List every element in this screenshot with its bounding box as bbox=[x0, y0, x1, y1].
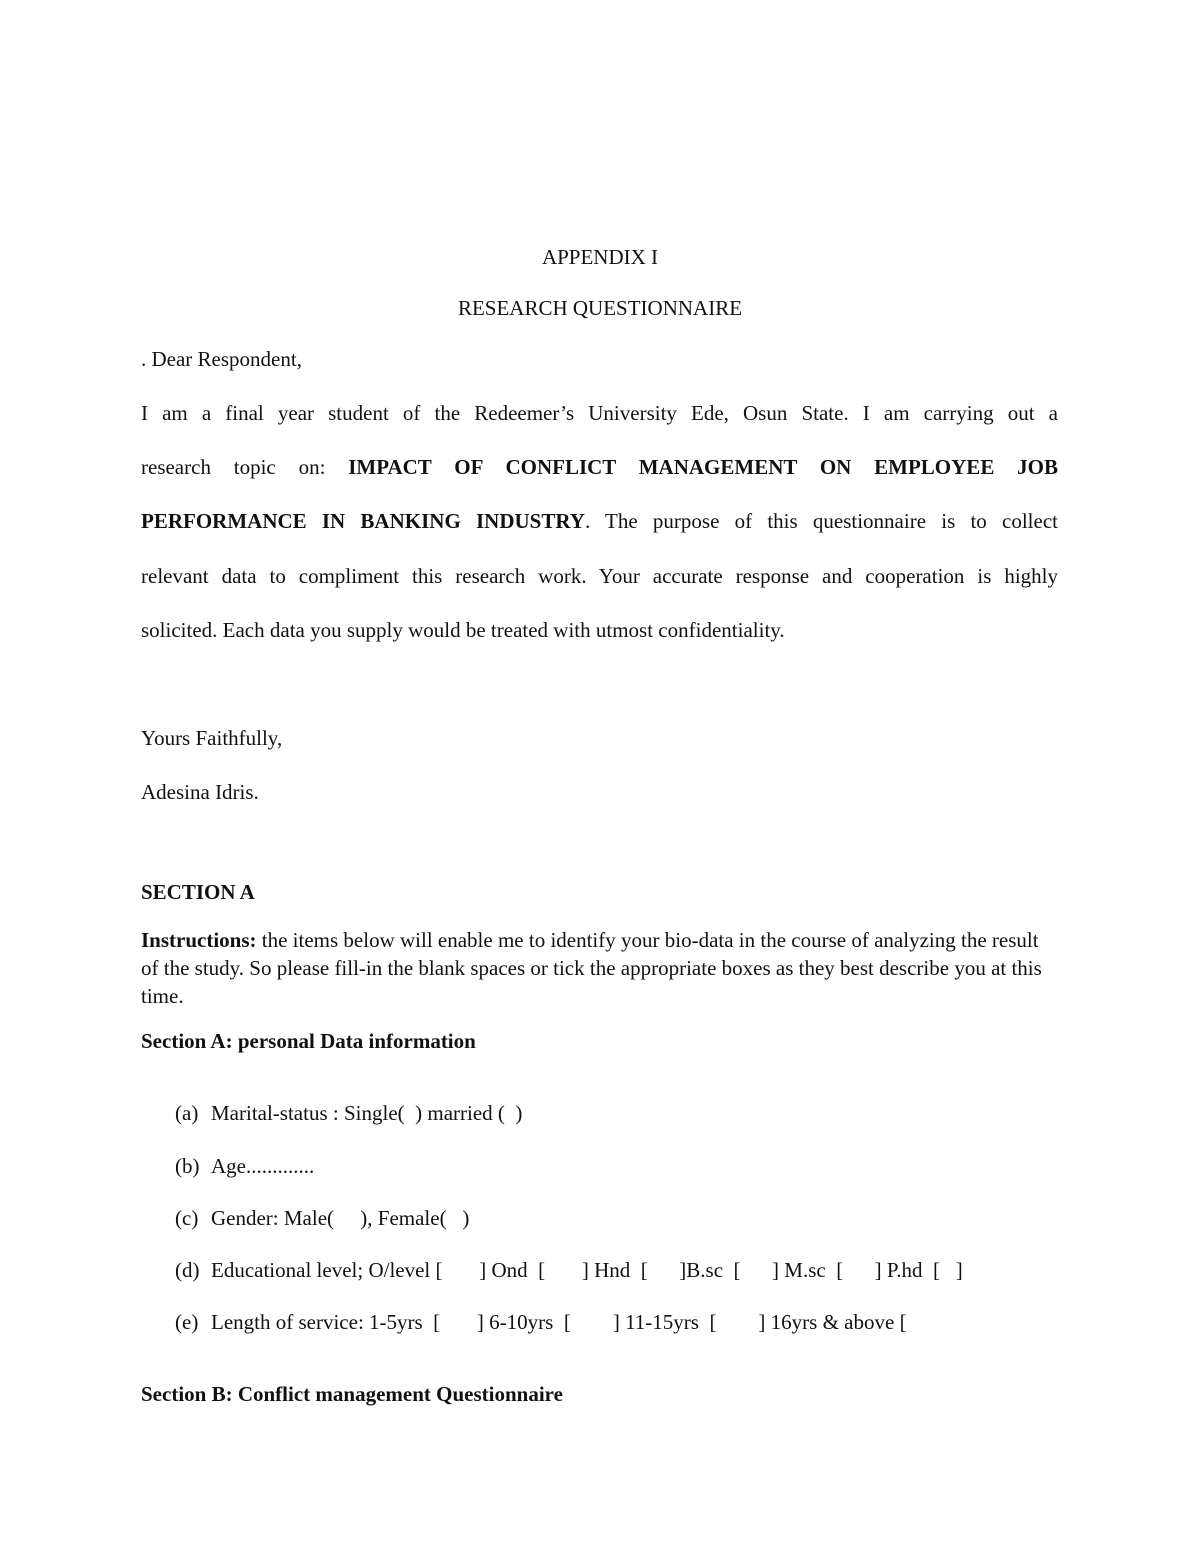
section-a-heading: SECTION A bbox=[141, 880, 255, 904]
section-a-subheading: Section A: personal Data information bbox=[141, 1029, 476, 1053]
list-item-text: Educational level; O/level [ ] Ond [ ] Hnd [ ]B.sc [ ] M.sc [ ] P.hd [ ] bbox=[211, 1258, 963, 1282]
instructions-label: Instructions: bbox=[141, 928, 257, 952]
letter-line-3 bbox=[141, 509, 1058, 533]
appendix-heading: APPENDIX I bbox=[541, 245, 659, 269]
list-item-gender bbox=[175, 1206, 469, 1230]
salutation: . Dear Respondent, bbox=[141, 347, 302, 371]
letter-line-1: I am a final year student of the Redeemer’s University Ede, Osun State. I am carrying out a bbox=[141, 401, 1058, 425]
questionnaire-title: RESEARCH QUESTIONNAIRE bbox=[457, 296, 743, 320]
list-item-text: Length of service: 1-5yrs [ ] 6-10yrs [ ] 11-15yrs [ ] 16yrs & above [ bbox=[211, 1310, 907, 1334]
letter-line-5: solicited. Each data you supply would be treated with utmost confidentiality. bbox=[141, 618, 785, 642]
list-item-length-of-service bbox=[175, 1310, 907, 1334]
letter-line-2-prefix: research topic on: bbox=[141, 455, 349, 479]
letter-line-3-rest: . The purpose of this questionnaire is to collect bbox=[584, 509, 1058, 533]
list-item-text: Marital-status : Single( ) married ( ) bbox=[211, 1101, 523, 1125]
instructions-paragraph bbox=[141, 926, 1058, 1010]
list-item-label: (c) bbox=[175, 1206, 199, 1230]
closing: Yours Faithfully, bbox=[141, 726, 283, 750]
list-item-label: (e) bbox=[175, 1310, 199, 1334]
instructions-text: the items below will enable me to identify your bio-data in the course of analyzing the result of the study. So please fill-in the blank spaces or tick the appropriate boxes as they best describe you at this time. bbox=[141, 928, 1042, 1008]
section-b-heading: Section B: Conflict management Questionnaire bbox=[141, 1382, 563, 1406]
list-item-label: (d) bbox=[175, 1258, 200, 1282]
signature-name: Adesina Idris. bbox=[141, 780, 259, 804]
list-item-label: (a) bbox=[175, 1101, 199, 1125]
research-topic-part-2: PERFORMANCE IN BANKING INDUSTRY bbox=[141, 509, 585, 533]
list-item-marital-status bbox=[175, 1101, 522, 1125]
list-item-age bbox=[175, 1154, 314, 1178]
letter-line-4: relevant data to compliment this research work. Your accurate response and cooperation is highly bbox=[141, 564, 1058, 588]
list-item-label: (b) bbox=[175, 1154, 200, 1178]
list-item-text: Gender: Male( ), Female( ) bbox=[211, 1206, 470, 1230]
list-item-educational-level bbox=[175, 1258, 963, 1282]
research-topic-part-1: IMPACT OF CONFLICT MANAGEMENT ON EMPLOYEE JOB bbox=[348, 455, 1058, 479]
list-item-text: Age............. bbox=[211, 1154, 315, 1178]
letter-line-2 bbox=[141, 455, 1058, 479]
